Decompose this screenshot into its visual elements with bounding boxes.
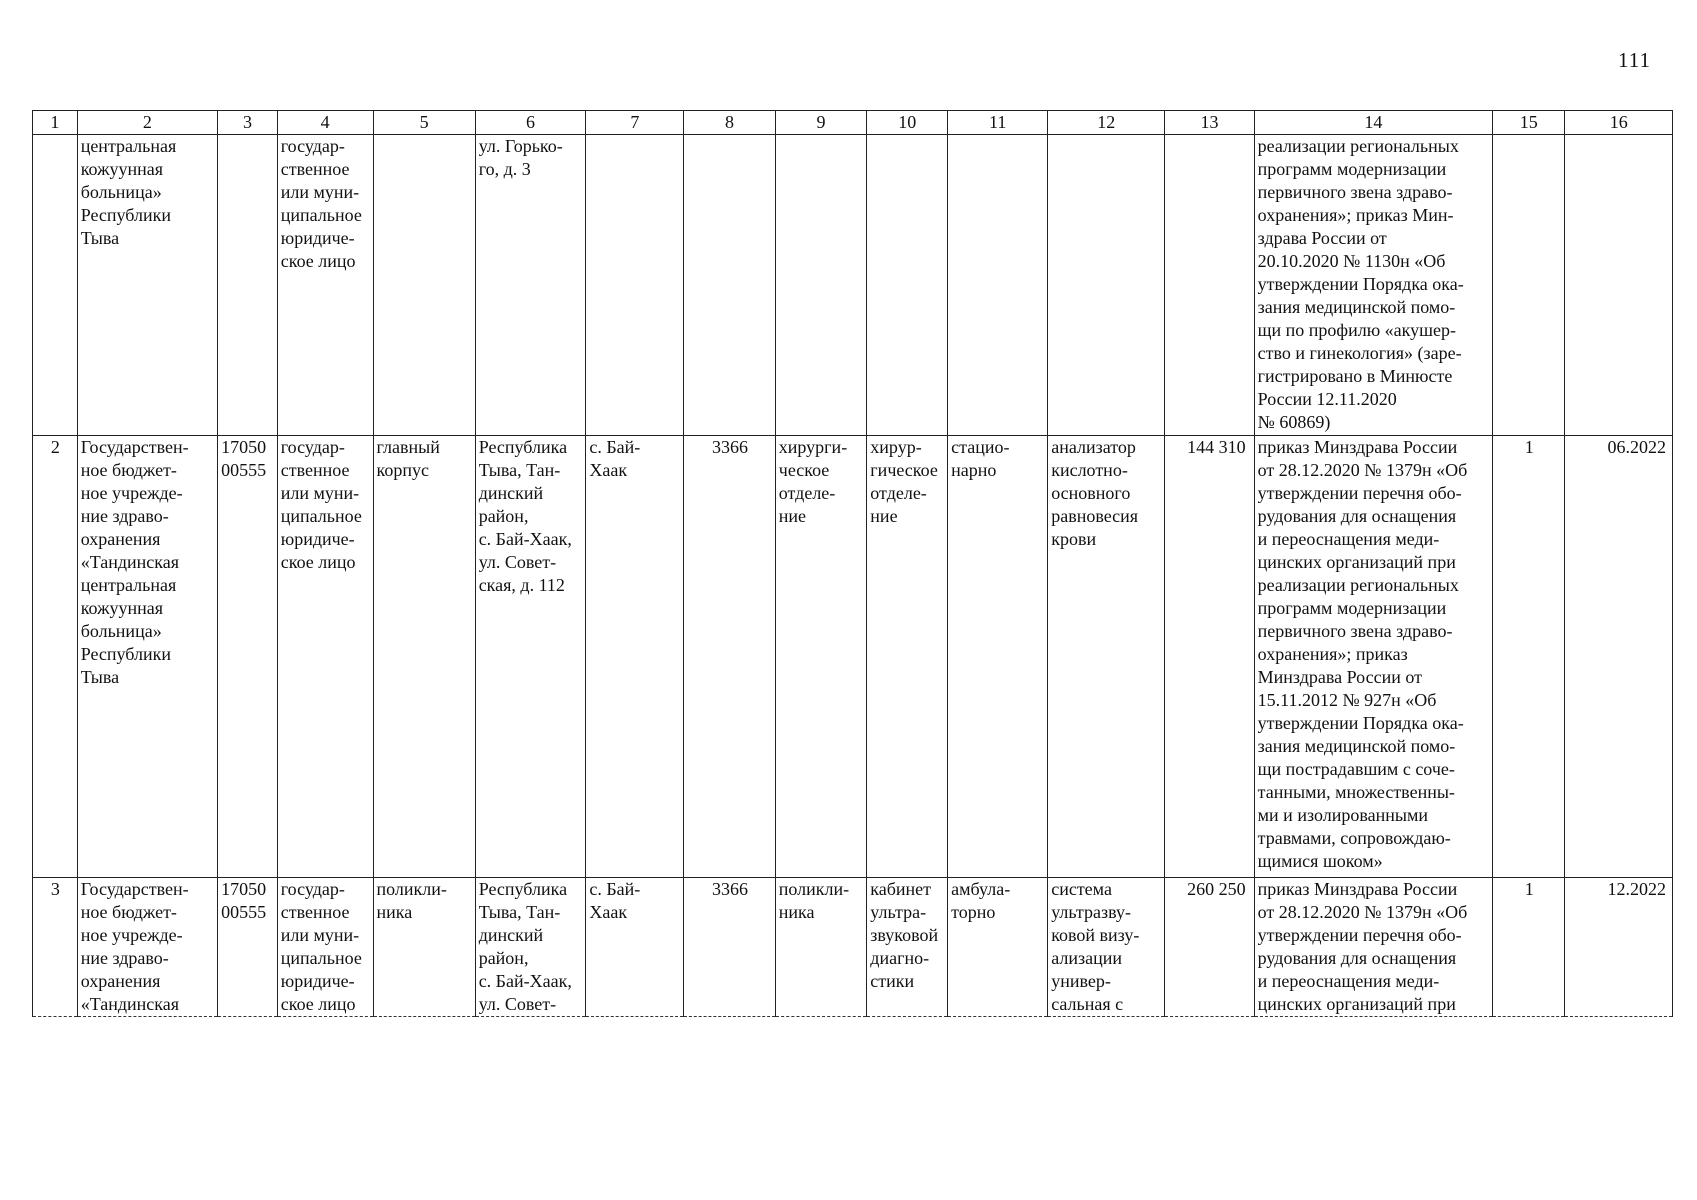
header-row bbox=[33, 111, 1673, 135]
population: 3366 bbox=[684, 878, 776, 1017]
settlement: с. Бай- Хаак bbox=[586, 436, 684, 878]
column-header: 4 bbox=[277, 111, 373, 135]
page-number: 111 bbox=[1618, 48, 1651, 72]
column-header: 2 bbox=[77, 111, 217, 135]
address: Республика Тыва, Тан- динский район, с. Бай-Хаак, ул. Совет- bbox=[475, 878, 586, 1017]
column-header: 11 bbox=[948, 111, 1048, 135]
equipment bbox=[1048, 135, 1165, 436]
table-row bbox=[33, 878, 1673, 1017]
legal-basis: приказ Минздрава России от 28.12.2020 № 1379н «Об утверждении перечня обо- рудования для оснащения и переоснащения меди- цинских организаций при bbox=[1254, 878, 1492, 1017]
column-header: 7 bbox=[586, 111, 684, 135]
table-row bbox=[33, 436, 1673, 878]
date: 06.2022 bbox=[1565, 436, 1673, 878]
unit: хирур- гическое отделе- ние bbox=[867, 436, 948, 878]
building: главный корпус bbox=[373, 436, 475, 878]
quantity bbox=[1493, 135, 1565, 436]
settlement bbox=[586, 135, 684, 436]
row-number bbox=[33, 135, 78, 436]
unit bbox=[867, 135, 948, 436]
legal-basis: приказ Минздрава России от 28.12.2020 № 1379н «Об утверждении перечня обо- рудования для оснащения и переоснащения меди- цинских организаций при реализации региональных программ модернизации первичного звена здраво- охранения»; приказ Минздрава России от 15.11.2012 № 927н «Об утверждении Порядка ока- зания медицинской помо- щи пострадавшим с соче- танными, множественны- ми и изолированными травмами, сопровождаю- щимися шоком» bbox=[1254, 436, 1492, 878]
legal-basis: реализации региональных программ модернизации первичного звена здраво- охранения»; приказ Мин- здрава России от 20.10.2020 № 1130н «Об утверждении Порядка ока- зания медицинской помо- щи по профилю «акушер- ство и гинекология» (заре- гистрировано в Минюсте России 12.11.2020 № 60869) bbox=[1254, 135, 1492, 436]
quantity: 1 bbox=[1493, 436, 1565, 878]
column-header: 12 bbox=[1048, 111, 1165, 135]
cost: 260 250 bbox=[1165, 878, 1254, 1017]
legal-form: государ- ственное или муни- ципальное юридиче- ское лицо bbox=[277, 135, 373, 436]
legal-form: государ- ственное или муни- ципальное юридиче- ское лицо bbox=[277, 878, 373, 1017]
address: Республика Тыва, Тан- динский район, с. Бай-Хаак, ул. Совет- ская, д. 112 bbox=[475, 436, 586, 878]
date bbox=[1565, 135, 1673, 436]
building: поликли- ника bbox=[373, 878, 475, 1017]
quantity: 1 bbox=[1493, 878, 1565, 1017]
care-mode: стацио- нарно bbox=[948, 436, 1048, 878]
care-mode bbox=[948, 135, 1048, 436]
column-header: 10 bbox=[867, 111, 948, 135]
column-header: 6 bbox=[475, 111, 586, 135]
column-header: 14 bbox=[1254, 111, 1492, 135]
organization-name: Государствен- ное бюджет- ное учрежде- ние здраво- охранения «Тандинская bbox=[77, 878, 217, 1017]
address: ул. Горько- го, д. 3 bbox=[475, 135, 586, 436]
code: 17050 00555 bbox=[218, 878, 278, 1017]
organization-name: Государствен- ное бюджет- ное учрежде- ние здраво- охранения «Тандинская центральная кожуунная больница» Республики Тыва bbox=[77, 436, 217, 878]
table-row bbox=[33, 135, 1673, 436]
code bbox=[218, 135, 278, 436]
settlement: с. Бай- Хаак bbox=[586, 878, 684, 1017]
row-number: 2 bbox=[33, 436, 78, 878]
code: 17050 00555 bbox=[218, 436, 278, 878]
column-header: 8 bbox=[684, 111, 776, 135]
equipment: система ультразву- ковой визу- ализации универ- сальная с bbox=[1048, 878, 1165, 1017]
column-header: 16 bbox=[1565, 111, 1673, 135]
equipment: анализатор кислотно- основного равновесия крови bbox=[1048, 436, 1165, 878]
column-header: 15 bbox=[1493, 111, 1565, 135]
cost bbox=[1165, 135, 1254, 436]
column-header: 1 bbox=[33, 111, 78, 135]
department bbox=[775, 135, 867, 436]
population: 3366 bbox=[684, 436, 776, 878]
cost: 144 310 bbox=[1165, 436, 1254, 878]
date: 12.2022 bbox=[1565, 878, 1673, 1017]
organization-name: центральная кожуунная больница» Республики Тыва bbox=[77, 135, 217, 436]
care-mode: амбула- торно bbox=[948, 878, 1048, 1017]
equipment-table bbox=[32, 110, 1673, 1017]
building bbox=[373, 135, 475, 436]
column-header: 3 bbox=[218, 111, 278, 135]
unit: кабинет ультра- звуковой диагно- стики bbox=[867, 878, 948, 1017]
column-header: 5 bbox=[373, 111, 475, 135]
department: поликли- ника bbox=[775, 878, 867, 1017]
legal-form: государ- ственное или муни- ципальное юридиче- ское лицо bbox=[277, 436, 373, 878]
column-header: 9 bbox=[775, 111, 867, 135]
population bbox=[684, 135, 776, 436]
department: хирурги- ческое отделе- ние bbox=[775, 436, 867, 878]
row-number: 3 bbox=[33, 878, 78, 1017]
column-header: 13 bbox=[1165, 111, 1254, 135]
